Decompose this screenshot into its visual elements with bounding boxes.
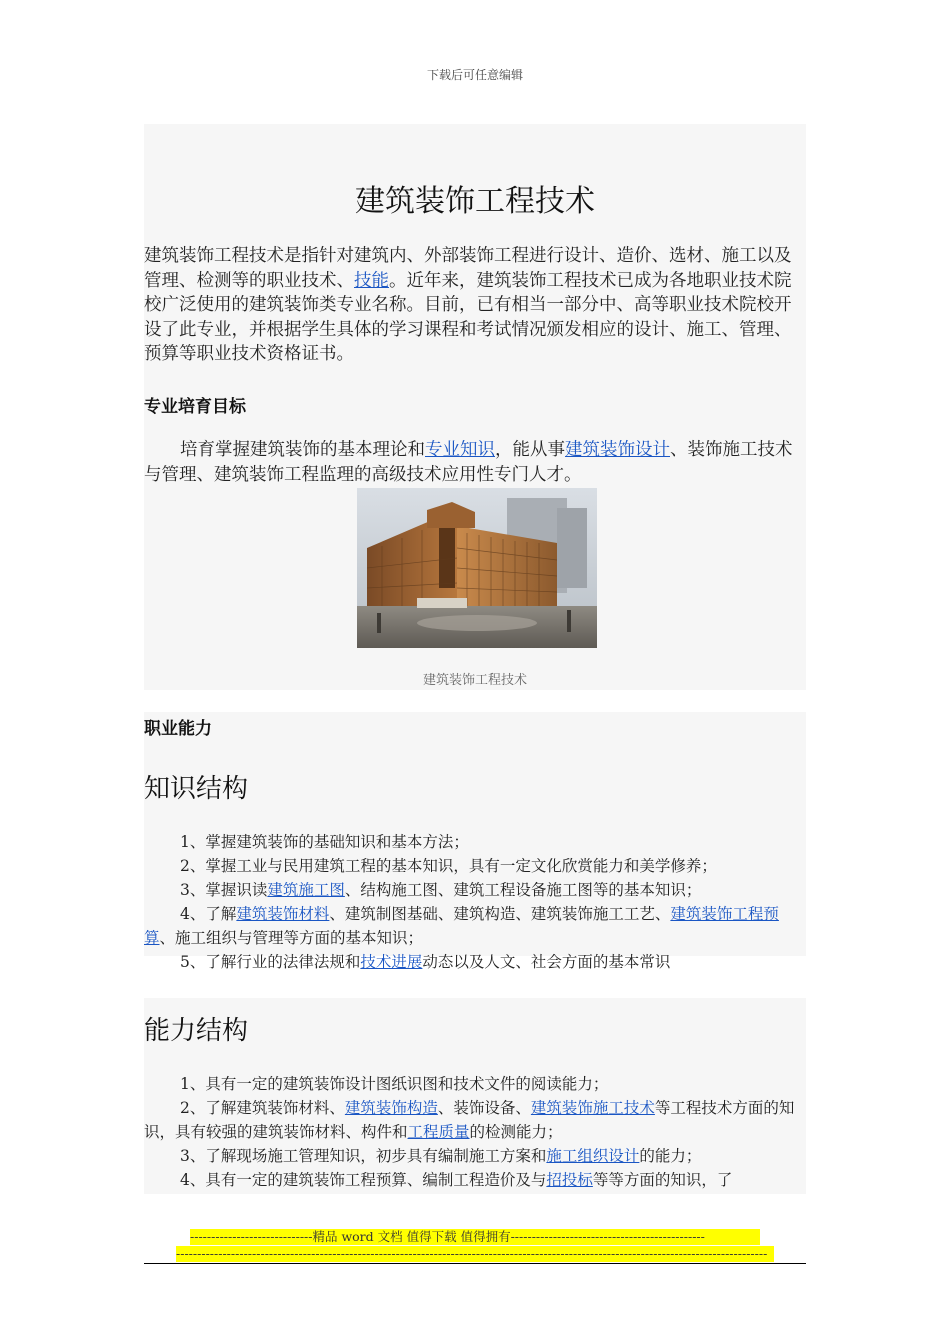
link-professional-knowledge[interactable]: 专业知识 bbox=[425, 440, 495, 460]
list-item bbox=[144, 902, 808, 950]
goal-heading: 专业培育目标 bbox=[144, 397, 246, 417]
link-construction-drawing[interactable]: 建筑施工图 bbox=[267, 881, 345, 899]
link-decoration-technique[interactable]: 建筑装饰施工技术 bbox=[530, 1099, 655, 1117]
ability-item-3-text-2: 的能力； bbox=[639, 1147, 702, 1165]
intro-text-2: 。近年来，建筑装饰工程技术已成为各地职业技术院校广泛使用的建筑装饰类专业名称。目前，已有相当一部分中、高等职业技术院校开设了此专业，并根据学生具体的学习课程和考试情况颁发相应的设计、施工、管理、预算等职业技术资格证书。 bbox=[144, 270, 792, 364]
header-note: 下载后可任意编辑 bbox=[426, 68, 523, 82]
knowledge-item-3-text-2: 、结构施工图、建筑工程设备施工图等的基本知识； bbox=[344, 881, 702, 899]
ability-item-4-text-1: 4、具有一定的建筑装饰工程预算、编制工程造价及与 bbox=[180, 1171, 547, 1189]
knowledge-item-4-text-1: 4、了解 bbox=[180, 905, 237, 923]
knowledge-heading: 知识结构 bbox=[144, 774, 249, 804]
link-decoration-design[interactable]: 建筑装饰设计 bbox=[565, 440, 670, 460]
career-heading: 职业能力 bbox=[144, 719, 212, 739]
knowledge-item-1-text: 1、掌握建筑装饰的基础知识和基本方法； bbox=[180, 833, 469, 851]
list-item bbox=[144, 1072, 808, 1096]
intro-text-1: 建筑装饰工程技术是指针对建筑内、外部装饰工程进行设计、造价、选材、施工以及管理、检测等的职业技术、 bbox=[144, 246, 792, 291]
footer-divider bbox=[144, 1263, 806, 1264]
ability-heading: 能力结构 bbox=[144, 1016, 249, 1046]
knowledge-item-3-text-1: 3、掌握识读 bbox=[180, 881, 268, 899]
image-caption: 建筑装饰工程技术 bbox=[422, 673, 527, 688]
ability-item-2-text-3: 等工程技术方面的知识，具有较强的建筑装饰材料、构件和 bbox=[144, 1099, 795, 1141]
list-item bbox=[144, 950, 808, 974]
goal-paragraph bbox=[144, 438, 806, 487]
knowledge-item-4-text-2: 、建筑制图基础、建筑构造、建筑装饰施工工艺、 bbox=[329, 905, 671, 923]
list-item bbox=[144, 1144, 808, 1168]
link-skill[interactable]: 技能 bbox=[354, 270, 389, 291]
link-technical-progress[interactable]: 技术进展 bbox=[360, 953, 423, 971]
ability-item-2-text-1: 2、了解建筑装饰材料、 bbox=[180, 1099, 345, 1117]
list-item bbox=[144, 878, 808, 902]
goal-text-2: ，能从事 bbox=[495, 440, 565, 460]
ability-item-2-text-4: 的检测能力； bbox=[469, 1123, 563, 1141]
ability-item-3-text-1: 3、了解现场施工管理知识，初步具有编制施工方案和 bbox=[180, 1147, 547, 1165]
footer-banner-line-2: -------------------------------------------------------------------------------------------------------------------------------------------- bbox=[176, 1246, 774, 1262]
knowledge-item-5-text-1: 5、了解行业的法律法规和 bbox=[180, 953, 361, 971]
ability-item-1-text: 1、具有一定的建筑装饰设计图纸识图和技术文件的阅读能力； bbox=[180, 1075, 609, 1093]
ability-item-4-text-2: 等等方面的知识，了 bbox=[592, 1171, 733, 1189]
link-engineering-quality[interactable]: 工程质量 bbox=[407, 1123, 470, 1141]
building-photo bbox=[357, 488, 597, 648]
knowledge-list bbox=[144, 830, 808, 974]
ability-list bbox=[144, 1072, 808, 1192]
knowledge-item-2-text: 2、掌握工业与民用建筑工程的基本知识，具有一定文化欣赏能力和美学修养； bbox=[180, 857, 717, 875]
knowledge-item-4-text-3: 、施工组织与管理等方面的基本知识； bbox=[159, 929, 424, 947]
list-item bbox=[144, 1096, 808, 1144]
intro-paragraph bbox=[144, 244, 806, 367]
knowledge-item-5-text-2: 动态以及人文、社会方面的基本常识 bbox=[422, 953, 671, 971]
list-item bbox=[144, 854, 808, 878]
link-decoration-construction[interactable]: 建筑装饰构造 bbox=[344, 1099, 438, 1117]
link-decoration-budget[interactable]: 建筑装饰工程预算 bbox=[144, 905, 779, 947]
link-construction-organization[interactable]: 施工组织设计 bbox=[546, 1147, 640, 1165]
list-item bbox=[144, 1168, 808, 1192]
goal-text-1: 培育掌握建筑装饰的基本理论和 bbox=[180, 440, 425, 460]
page-title: 建筑装饰工程技术 bbox=[355, 184, 595, 219]
link-bidding[interactable]: 招投标 bbox=[546, 1171, 593, 1189]
footer-banner-line-1: -----------------------------精品 word 文档 值得下载 值得拥有---------------------------------------------- bbox=[190, 1229, 760, 1245]
goal-text-3: 、装饰施工技术与管理、建筑装饰工程监理的高级技术应用性专门人才。 bbox=[144, 440, 793, 485]
ability-item-2-text-2: 、装饰设备、 bbox=[437, 1099, 531, 1117]
list-item bbox=[144, 830, 808, 854]
link-decoration-materials[interactable]: 建筑装饰材料 bbox=[236, 905, 330, 923]
